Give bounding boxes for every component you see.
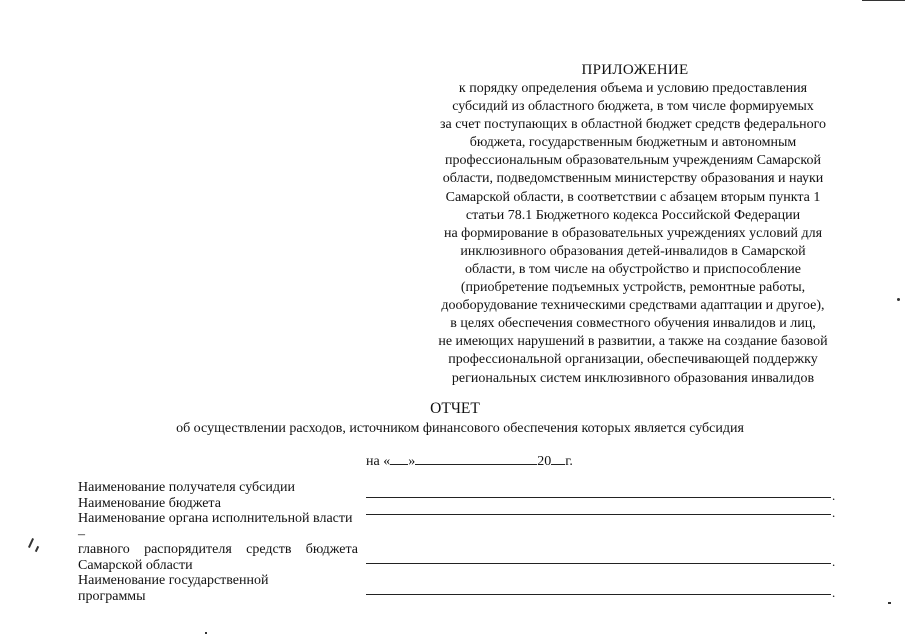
scan-artifact (205, 632, 207, 634)
report-subtitle: об осуществлении расходов, источником финансового обеспечения которых является субсидия (176, 421, 744, 436)
budget-label: Наименование бюджета (78, 495, 221, 511)
scan-artifact (888, 602, 891, 604)
appendix-line: региональных систем инклюзивного образования инвалидов (451, 370, 815, 386)
date-prefix: на « (366, 454, 391, 469)
appendix-line: области, подведомственным министерству образования и науки (442, 171, 824, 187)
authority-fill-line[interactable] (366, 563, 831, 565)
year-blank[interactable] (551, 452, 565, 465)
authority-label-line: Наименование органа исполнительной власти – (78, 511, 353, 542)
budget-line-end: . (832, 505, 836, 520)
year-prefix: 20 (537, 454, 552, 469)
appendix-line: дооборудование техническими средствами адаптации и другое), (441, 298, 825, 314)
authority-label-line: главного распорядителя средств бюджета (78, 542, 358, 557)
report-title: ОТЧЕТ (430, 400, 480, 417)
date-quote-close: » (408, 454, 416, 469)
recipient-fill-line[interactable] (366, 497, 831, 499)
recipient-label: Наименование получателя субсидии (78, 480, 295, 495)
appendix-line: инклюзивного образования детей-инвалидов в Самарской (460, 243, 806, 259)
report-field-labels (78, 480, 358, 604)
authority-line-end: . (832, 554, 836, 569)
appendix-description (418, 80, 848, 388)
appendix-line: субсидий из областного бюджета, в том числе формируемых (452, 99, 814, 115)
program-line-end: . (832, 585, 836, 600)
program-fill-line[interactable] (366, 594, 831, 596)
appendix-line: не имеющих нарушений в развитии, а также на создание базовой (438, 334, 828, 350)
appendix-title: ПРИЛОЖЕНИЕ (581, 62, 689, 78)
report-date-line (366, 452, 573, 470)
day-blank[interactable] (390, 452, 408, 465)
appendix-line: Самарской области, в соответствии с абзацем вторым пункта 1 (445, 189, 821, 205)
appendix-line: в целях обеспечения совместного обучения инвалидов и лиц, (450, 316, 816, 332)
appendix-line: к порядку определения объема и условию предоставления (458, 81, 808, 96)
program-label-line: Наименование государственной (78, 573, 269, 588)
scan-artifact (28, 538, 34, 548)
appendix-line: области, в том числе на обустройство и приспособление (465, 261, 801, 277)
appendix-line: (приобретение подъемных устройств, ремонтные работы, (460, 280, 806, 296)
appendix-line: статьи 78.1 Бюджетного кодекса Российской Федерации (465, 207, 801, 223)
authority-label-line: Самарской области (78, 557, 193, 573)
program-label-line: программы (78, 588, 146, 604)
appendix-line: за счет поступающих в областной бюджет средств федерального (439, 117, 827, 133)
date-suffix: г. (565, 454, 573, 469)
appendix-line: профессиональной организации, обеспечивающей поддержку (448, 352, 818, 368)
budget-fill-line[interactable] (366, 514, 831, 516)
appendix-line: на формирование в образовательных учреждениях условий для (443, 225, 823, 241)
recipient-line-end: . (832, 488, 836, 503)
appendix-line: бюджета, государственным бюджетным и автономным (469, 135, 797, 151)
scan-artifact (35, 546, 39, 552)
month-blank[interactable] (415, 452, 537, 465)
appendix-line: профессиональным образовательным учреждениям Самарской (445, 153, 821, 169)
scan-artifact (897, 298, 900, 301)
scan-artifact (862, 0, 905, 1)
